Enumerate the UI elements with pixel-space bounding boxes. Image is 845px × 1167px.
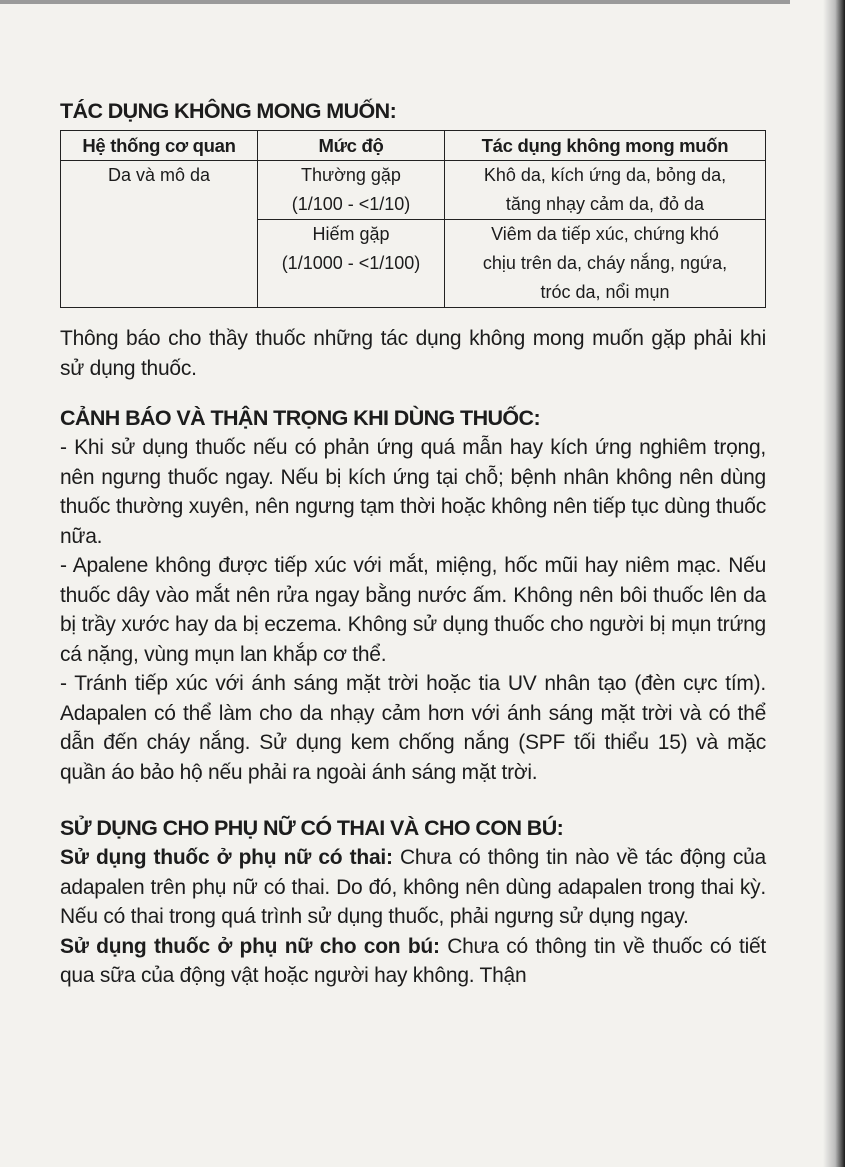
organ-label: Da và mô da: [107, 165, 211, 185]
breastfeeding-paragraph: [60, 932, 766, 991]
severity-cell: [258, 220, 445, 308]
adverse-effects-heading: TÁC DỤNG KHÔNG MONG MUỐN:: [60, 99, 397, 123]
table-header-row: [61, 131, 766, 161]
report-note: Thông báo cho thầy thuốc những tác dụng không mong muốn gặp phải khi sử dụng thuốc.: [60, 327, 766, 380]
header-organ-system: Hệ thống cơ quan: [61, 131, 258, 161]
header-adverse-effect: Tác dụng không mong muốn: [445, 131, 766, 161]
pregnancy-label: Sử dụng thuốc ở phụ nữ có thai:: [60, 846, 393, 869]
effects-cell: [445, 220, 766, 308]
severity-level: Hiếm gặp: [312, 224, 390, 244]
effects-line: Khô da, kích ứng da, bỏng da,: [483, 165, 727, 185]
leaflet-content: [60, 96, 766, 991]
effects-line: tăng nhạy cảm da, đỏ da: [505, 194, 705, 214]
page-right-edge-shadow: [823, 0, 845, 1167]
header-severity: Mức độ: [258, 131, 445, 161]
pregnancy-text: Chưa có thông tin nào về tác động của adapalen trên phụ nữ có thai. Do đó, không nên dùng adapalen trong thai kỳ. Nếu có thai trong quá trình sử dụng thuốc, phải ngưng sử dụng ngay.: [60, 846, 766, 928]
adverse-effects-table: [60, 130, 766, 308]
pregnancy-paragraph: [60, 843, 766, 932]
effects-line: chịu trên da, cháy nắng, ngứa,: [482, 253, 728, 273]
effects-line: tróc da, nổi mụn: [540, 282, 670, 302]
severity-frequency: (1/100 - <1/10): [291, 194, 411, 214]
warnings-heading: CẢNH BÁO VÀ THẬN TRỌNG KHI DÙNG THUỐC:: [60, 406, 541, 430]
pregnancy-heading: SỬ DỤNG CHO PHỤ NỮ CÓ THAI VÀ CHO CON BÚ:: [60, 816, 564, 840]
breastfeeding-text: Chưa có thông tin về thuốc có tiết qua sữa của động vật hoặc người hay không. Thận: [60, 934, 766, 987]
warning-paragraph: - Apalene không được tiếp xúc với mắt, miệng, hốc mũi hay niêm mạc. Nếu thuốc dây vào mắt nên rửa ngay bằng nước ấm. Không nên bôi thuốc lên da bị trầy xước hay da bị eczema. Không sử dụng thuốc cho người bị mụn trứng cá nặng, vùng mụn lan khắp cơ thể.: [60, 554, 766, 666]
severity-frequency: (1/1000 - <1/100): [281, 253, 421, 273]
severity-cell: [258, 161, 445, 220]
warning-paragraph: - Tránh tiếp xúc với ánh sáng mặt trời hoặc tia UV nhân tạo (đèn cực tím). Adapalen có thể làm cho da nhạy cảm hơn với ánh sáng mặt trời và có thể dẫn đến cháy nắng. Sử dụng kem chống nắng (SPF tối thiểu 15) và mặc quần áo bảo hộ nếu phải ra ngoài ánh sáng mặt trời.: [60, 672, 766, 784]
table-row: [61, 161, 766, 220]
warning-paragraph: - Khi sử dụng thuốc nếu có phản ứng quá mẫn hay kích ứng nghiêm trọng, nên ngưng thuốc ngay. Nếu bị kích ứng tại chỗ; bệnh nhân không nên dùng thuốc thường xuyên, nên ngưng tạm thời hoặc không nên tiếp tục dùng thuốc nữa.: [60, 436, 766, 548]
effects-line: Viêm da tiếp xúc, chứng khó: [491, 224, 719, 244]
organ-cell: [61, 161, 258, 308]
page-top-edge: [0, 0, 790, 4]
severity-level: Thường gặp: [301, 165, 401, 185]
breastfeeding-label: Sử dụng thuốc ở phụ nữ cho con bú:: [60, 934, 440, 958]
effects-cell: [445, 161, 766, 220]
